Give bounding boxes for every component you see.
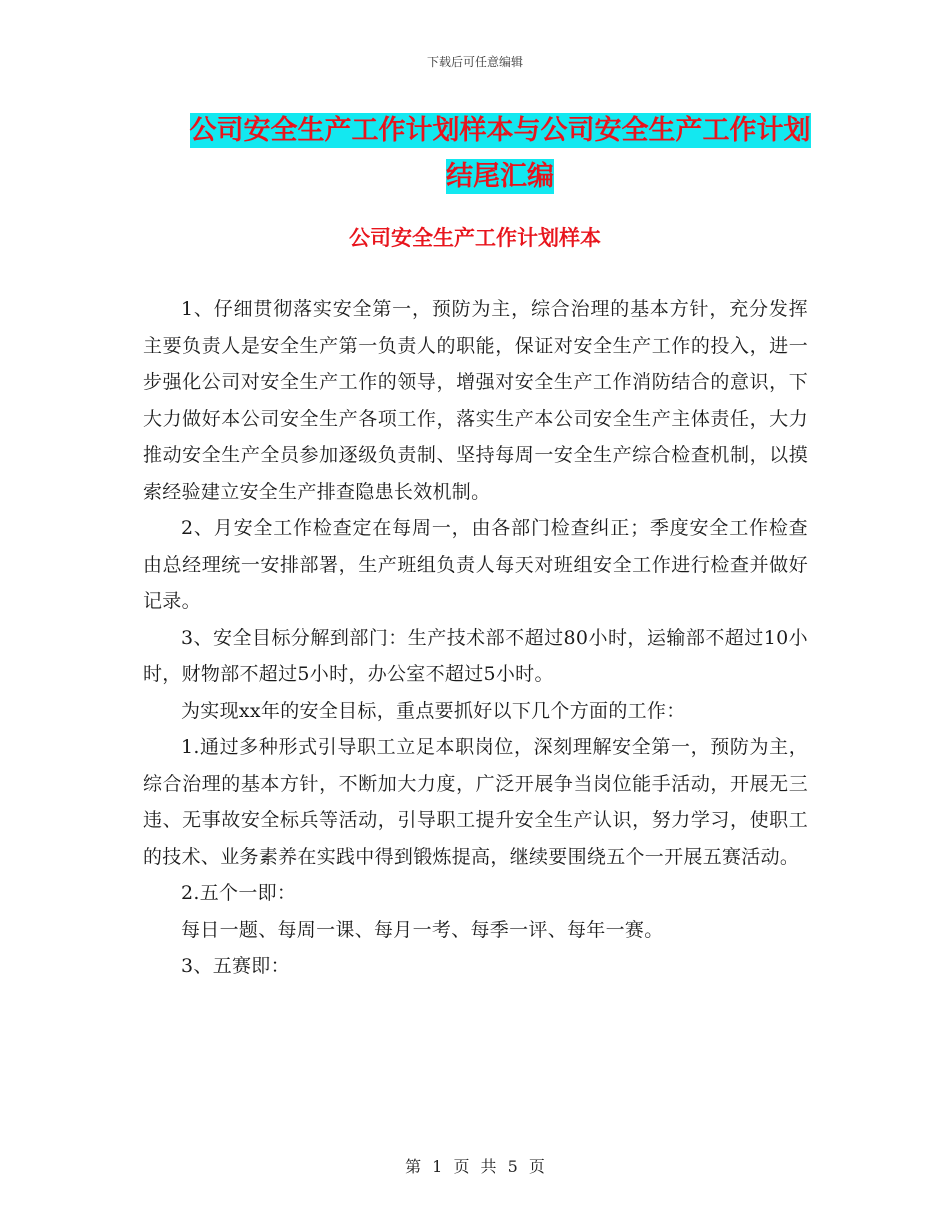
paragraph: 1、仔细贯彻落实安全第一，预防为主，综合治理的基本方针，充分发挥主要负责人是安全生产第一负责人的职能，保证对安全生产工作的投入，进一步强化公司对安全生产工作的领导，增强对安全生产工作消防结合的意识，下大力做好本公司安全生产各项工作，落实生产本公司安全生产主体责任，大力推动安全生产全员参加逐级负责制、坚持每周一安全生产综合检查机制，以摸索经验建立安全生产排查隐患长效机制。 [143, 298, 808, 503]
paragraph: 2.五个一即： [181, 882, 297, 904]
paragraph: 3、五赛即： [181, 955, 290, 977]
page-footer: 第 1 页 共 5 页 [405, 1157, 545, 1176]
document-title-line1: 公司安全生产工作计划样本与公司安全生产工作计划 [189, 115, 811, 146]
paragraph: 2、月安全工作检查定在每周一，由各部门检查纠正；季度安全工作检查由总经理统一安排部署，生产班组负责人每天对班组安全工作进行检查并做好记录。 [143, 517, 808, 612]
paragraph: 3、安全目标分解到部门：生产技术部不超过80小时，运输部不超过10小时，财物部不超过5小时，办公室不超过5小时。 [143, 626, 808, 685]
paragraph: 1.通过多种形式引导职工立足本职岗位，深刻理解安全第一，预防为主，综合治理的基本方针，不断加大力度，广泛开展争当岗位能手活动，开展无三违、无事故安全标兵等活动，引导职工提升安全生产认识，努力学习，使职工的技术、业务素养在实践中得到锻炼提高，继续要围绕五个一开展五赛活动。 [143, 736, 808, 868]
document-title-line2: 结尾汇编 [446, 161, 554, 192]
document-body [143, 291, 808, 985]
document-title [140, 108, 860, 200]
page-header-note: 下载后可任意编辑 [426, 55, 523, 69]
paragraph: 每日一题、每周一课、每月一考、每季一评、每年一赛。 [181, 918, 664, 941]
section-title: 公司安全生产工作计划样本 [349, 226, 601, 250]
paragraph: 为实现xx年的安全目标，重点要抓好以下几个方面的工作： [181, 699, 686, 722]
